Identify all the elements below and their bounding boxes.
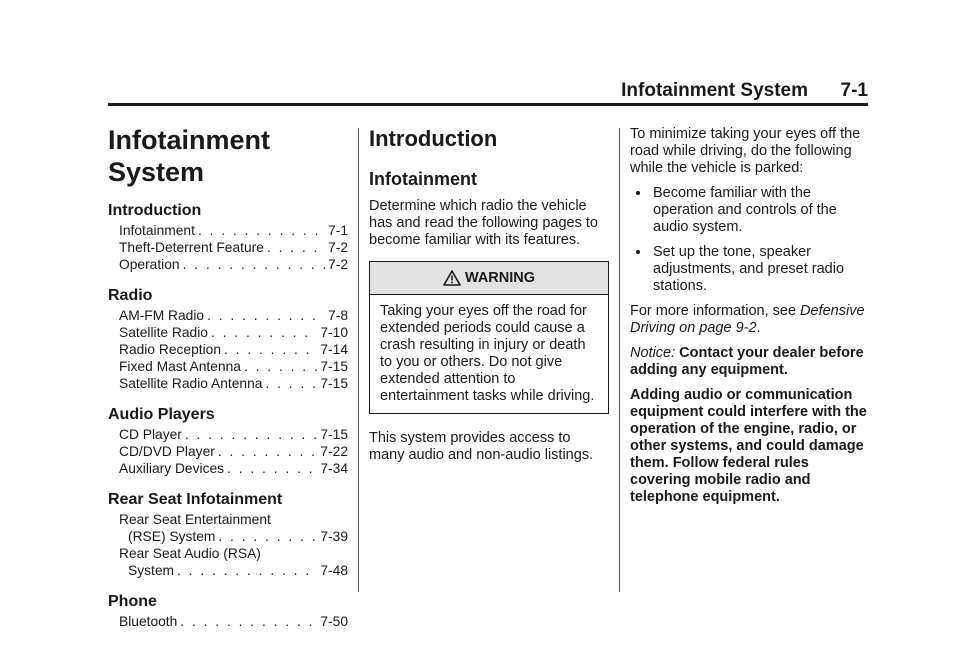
warning-header [370,262,608,295]
toc-entry-page: 7-15 [320,427,348,442]
toc-entry-page: 7-2 [328,257,348,272]
toc-entry-label: CD/DVD Player [119,444,215,459]
more-info-prefix: For more information, see [630,303,801,319]
notice-label: Notice: [630,345,676,361]
toc-entry-page: 7-48 [320,563,348,578]
header-title: Infotainment System [621,80,808,101]
warning-title: WARNING [464,270,536,286]
toc-leader [267,239,325,256]
bullet-text: Become familiar with the operation and controls of the audio system. [653,185,837,235]
content-column [630,126,870,514]
notice-paragraph [630,345,870,379]
page-number: 7-1 [840,80,868,101]
chapter-title-line1: Infotainment [108,125,270,155]
toc-leader [265,375,317,392]
toc-section-heading: Rear Seat Infotainment [108,491,283,508]
toc-entry-label-cont: (RSE) System [128,529,216,544]
toc-entry-page: 7-10 [320,325,348,340]
more-info-paragraph [630,303,870,337]
toc-entry[interactable] [108,460,348,477]
toc-entry[interactable] [108,307,348,324]
toc-leader [207,307,325,324]
toc-section-heading: Audio Players [108,406,215,423]
toc-section-heading: Radio [108,287,153,304]
warning-triangle-icon [443,270,461,286]
chapter-title-line2: System [108,157,205,187]
toc-entry[interactable] [108,375,348,392]
toc-entry[interactable] [108,545,348,579]
toc-entry-page: 7-15 [320,376,348,391]
toc-leader [185,426,318,443]
toc-list-introduction [108,222,348,273]
toc-entry-label: Rear Seat Audio (RSA) [119,546,261,561]
toc-section-heading: Phone [108,593,157,610]
toc-leader [224,341,317,358]
toc-entry[interactable] [108,222,348,239]
toc-entry[interactable] [108,443,348,460]
toc-entry-page: 7-22 [320,444,348,459]
toc-entry-label: Theft-Deterrent Feature [119,240,264,255]
bullet-item [630,185,870,236]
notice-text: Contact your dealer before adding any equipment. [630,345,864,378]
toc-entry[interactable] [108,341,348,358]
column-divider-2 [619,128,620,592]
toc-list-audio-players [108,426,348,477]
toc-entry-page: 7-39 [320,529,348,544]
toc-entry-label: Auxiliary Devices [119,461,225,476]
toc-entry[interactable] [108,358,348,375]
toc-entry-label: CD Player [119,427,182,442]
toc-leader [244,358,317,375]
header-rule [108,103,868,106]
body-paragraph: This system provides access to many audio and non-audio listings. [369,430,594,463]
bullet-icon [636,250,640,254]
toc-entry-page: 7-50 [320,614,348,629]
toc-entry[interactable] [108,426,348,443]
intro-column [369,124,609,476]
toc-entry-page: 7-2 [328,240,348,255]
cross-reference-link[interactable]: Defensive Driving on page 9-2 [630,303,865,336]
toc-section-heading: Introduction [108,202,202,219]
toc-leader [183,256,325,273]
toc-leader [211,324,317,341]
warning-box [369,261,609,414]
body-paragraph: To minimize taking your eyes off the road while driving, do the following while the vehicle is parked: [630,126,861,176]
subsection-heading: Infotainment [369,169,477,189]
toc-list-phone [108,613,348,630]
more-info-suffix: . [756,320,761,336]
toc-entry-label: Radio Reception [119,342,222,357]
toc-entry-page: 7-15 [320,359,348,374]
toc-entry-page: 7-34 [320,461,348,476]
bullet-list [630,185,870,295]
toc-entry[interactable] [108,239,348,256]
toc-entry-label: Fixed Mast Antenna [119,359,241,374]
toc-entry-label: Satellite Radio Antenna [119,376,263,391]
toc-entry-label: Operation [119,257,180,272]
toc-entry-label: Bluetooth [119,614,178,629]
bullet-item [630,244,870,295]
column-divider-1 [358,128,359,592]
bullet-icon [636,191,640,195]
toc-entry-page: 7-14 [320,342,348,357]
chapter-title [108,124,348,188]
toc-leader [198,222,325,239]
toc-leader [180,613,317,630]
toc-leader [177,562,317,579]
toc-entry[interactable] [108,324,348,341]
toc-entry-label: Satellite Radio [119,325,208,340]
toc-entry-label-cont: System [128,563,174,578]
section-heading: Introduction [369,126,498,151]
toc-entry[interactable] [108,511,348,545]
toc-leader [218,528,317,545]
caution-paragraph: Adding audio or communication equipment could interfere with the operation of the engine, radio, or other systems, and could damage them. Follow federal rules covering mobile radio and telephone equipment. [630,387,867,505]
toc-entry-page: 7-8 [328,308,348,323]
toc-entry-label: Rear Seat Entertainment [119,512,271,527]
page-header [108,78,868,104]
toc-entry-label: Infotainment [119,223,195,238]
toc-list-radio [108,307,348,392]
toc-leader [218,443,318,460]
toc-entry[interactable] [108,256,348,273]
toc-entry-label: AM-FM Radio [119,308,205,323]
toc-leader [227,460,317,477]
toc-entry[interactable] [108,613,348,630]
toc-column [108,124,348,630]
body-paragraph: Determine which radio the vehicle has and read the following pages to become familiar with its features. [369,198,598,248]
bullet-text: Set up the tone, speaker adjustments, and preset radio stations. [653,244,845,294]
toc-entry-page: 7-1 [328,223,348,238]
warning-text: Taking your eyes off the road for extended periods could cause a crash resulting in injury or death to you or others. Do not give extended attention to entertainment tasks while driving. [380,303,595,404]
